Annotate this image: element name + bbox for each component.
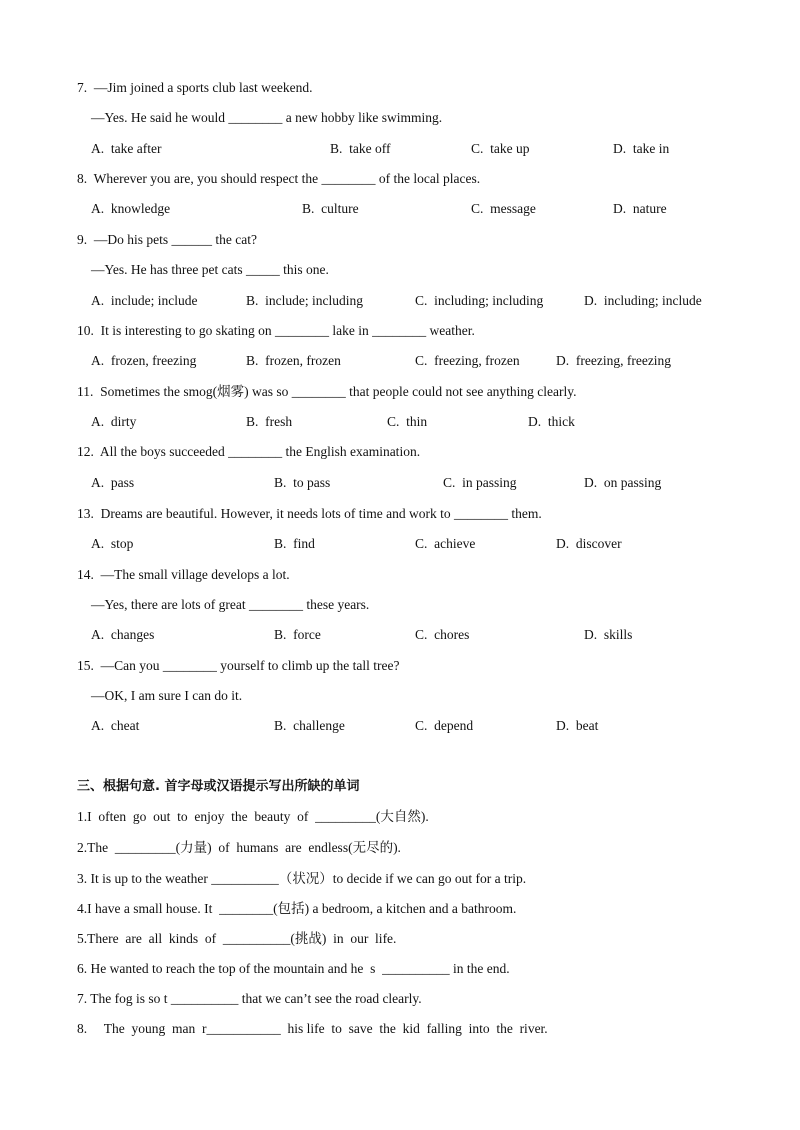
fill-item-2: 2.The _________(力量) of humans are endless(无尽的). — [77, 840, 401, 855]
question-11-option-d: D. thick — [528, 414, 575, 429]
question-12-option-b: B. to pass — [274, 475, 331, 490]
question-10-option-d: D. freezing, freezing — [556, 353, 672, 368]
question-10-stem: 10. It is interesting to go skating on ________ lake in ________ weather. — [77, 323, 475, 338]
question-9-stem: 9. —Do his pets ______ the cat? — [77, 232, 257, 247]
fill-item-4: 4.I have a small house. It ________(包括) a bedroom, a kitchen and a bathroom. — [77, 901, 517, 916]
question-9-option-d: D. including; include — [584, 293, 702, 308]
question-14-stem: 14. —The small village develops a lot. — [77, 567, 290, 582]
question-14-reply: —Yes, there are lots of great ________ these years. — [91, 597, 370, 612]
question-11-stem: 11. Sometimes the smog(烟雾) was so ________ that people could not see anything clearly. — [77, 384, 577, 399]
question-9-option-c: C. including; including — [415, 293, 544, 308]
question-10-option-b: B. frozen, frozen — [246, 353, 341, 368]
question-12-option-d: D. on passing — [584, 475, 662, 490]
question-14-option-a: A. changes — [91, 627, 155, 642]
question-14-option-c: C. chores — [415, 627, 470, 642]
fill-item-7: 7. The fog is so t __________ that we can’t see the road clearly. — [77, 991, 422, 1006]
question-7-reply: —Yes. He said he would ________ a new hobby like swimming. — [91, 110, 443, 125]
question-14-option-d: D. skills — [584, 627, 633, 642]
fill-item-5: 5.There are all kinds of __________(挑战) in our life. — [77, 931, 397, 946]
question-7-option-d: D. take in — [613, 141, 670, 156]
question-7-option-a: A. take after — [91, 141, 162, 156]
question-13-option-c: C. achieve — [415, 536, 476, 551]
question-7-option-c: C. take up — [471, 141, 530, 156]
question-13-option-d: D. discover — [556, 536, 622, 551]
question-8-option-c: C. message — [471, 201, 536, 216]
question-14-option-b: B. force — [274, 627, 321, 642]
question-12-option-a: A. pass — [91, 475, 135, 490]
question-11-option-a: A. dirty — [91, 414, 137, 429]
question-13-option-a: A. stop — [91, 536, 134, 551]
question-12-stem: 12. All the boys succeeded ________ the English examination. — [77, 444, 421, 459]
question-12-option-c: C. in passing — [443, 475, 517, 490]
question-15-option-a: A. cheat — [91, 718, 140, 733]
question-11-option-b: B. fresh — [246, 414, 293, 429]
question-10-option-c: C. freezing, frozen — [415, 353, 520, 368]
fill-item-3: 3. It is up to the weather __________（状况）to decide if we can go out for a trip. — [77, 871, 527, 886]
question-13-stem: 13. Dreams are beautiful. However, it needs lots of time and work to ________ them. — [77, 506, 542, 521]
question-9-option-a: A. include; include — [91, 293, 198, 308]
question-9-option-b: B. include; including — [246, 293, 363, 308]
question-11-option-c: C. thin — [387, 414, 428, 429]
question-8-option-d: D. nature — [613, 201, 667, 216]
question-9-reply: —Yes. He has three pet cats _____ this one. — [91, 262, 329, 277]
question-15-option-d: D. beat — [556, 718, 599, 733]
question-7-stem: 7. —Jim joined a sports club last weekend. — [77, 80, 313, 95]
fill-item-1: 1.I often go out to enjoy the beauty of _________(大自然). — [77, 809, 429, 824]
question-8-stem: 8. Wherever you are, you should respect the ________ of the local places. — [77, 171, 481, 186]
question-15-stem: 15. —Can you ________ yourself to climb up the tall tree? — [77, 658, 400, 673]
question-8-option-a: A. knowledge — [91, 201, 171, 216]
section-heading: 三、根据句意. 首字母或汉语提示写出所缺的单词 — [77, 779, 360, 794]
question-13-option-b: B. find — [274, 536, 315, 551]
fill-item-6: 6. He wanted to reach the top of the mountain and he s __________ in the end. — [77, 961, 510, 976]
question-15-reply: —OK, I am sure I can do it. — [91, 688, 243, 703]
question-8-option-b: B. culture — [302, 201, 359, 216]
fill-item-8: 8. The young man r___________ his life to save the kid falling into the river. — [77, 1021, 548, 1036]
question-15-option-c: C. depend — [415, 718, 474, 733]
question-15-option-b: B. challenge — [274, 718, 345, 733]
question-7-option-b: B. take off — [330, 141, 391, 156]
question-10-option-a: A. frozen, freezing — [91, 353, 197, 368]
